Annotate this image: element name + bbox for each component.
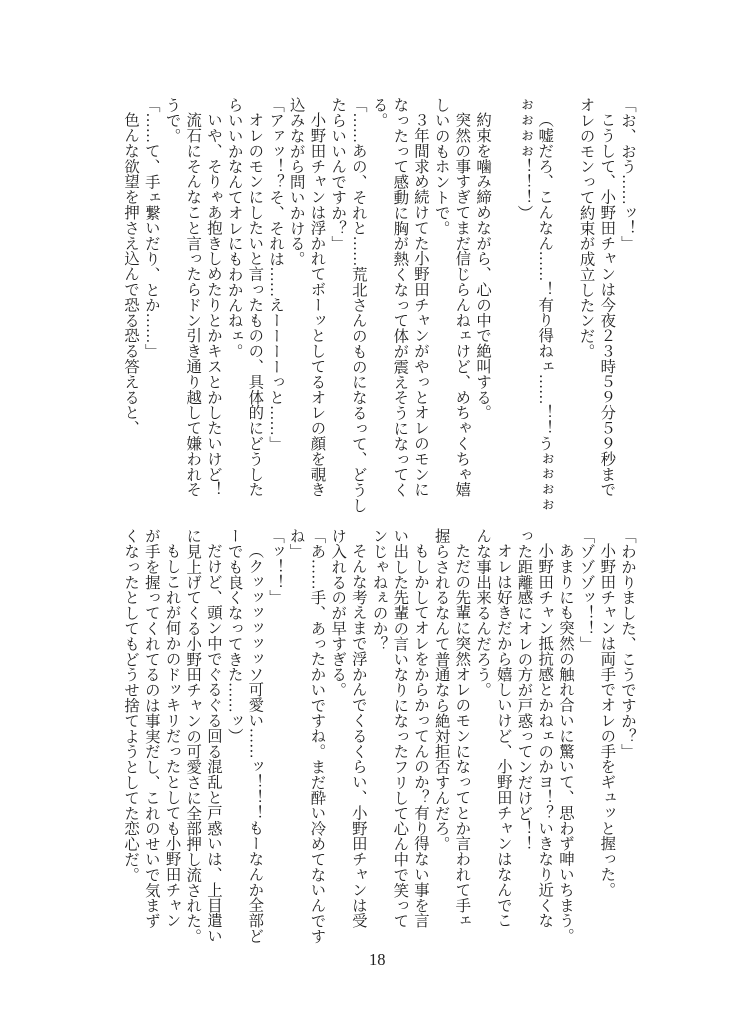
text-line: 「ッ！！」: [267, 528, 285, 605]
text-line: ただの先輩に突然オレのモンになってとか言われて手ェ: [453, 543, 471, 929]
bottom-text-block: [119, 528, 637, 960]
text-line: ーでも良くなってきた……ッ）: [225, 528, 243, 744]
text-line: 「アァッ！？そ、それは……えーーーーっと……」: [267, 97, 285, 452]
text-line: たらいいんですか？」: [329, 97, 347, 251]
text-line: 握らされるなんて普通なら絶対拒否すんだろ。: [432, 528, 450, 852]
text-line: 「……あの、それと……荒北さんのものになるって、どうし: [349, 97, 367, 513]
text-line: こうして、小野田チャンは今夜２３時５９分５９秒まで: [598, 112, 616, 498]
text-line: 小野田チャンは浮かれてボーッとしてるオレの顔を覗き: [308, 112, 326, 498]
text-line: あまりにも突然の触れ合いに驚いて、思わず呻いちまう。: [556, 543, 574, 944]
blank-line: [492, 97, 513, 517]
text-line: そんな考えまで浮かんでくるくらい、小野田チャンは受: [349, 543, 367, 929]
text-line: 「あ……手、あったかいですね。まだ酔い冷めてないんです: [308, 528, 326, 944]
text-line: る。: [370, 97, 388, 128]
text-line: うで。: [163, 97, 181, 144]
text-line: 込みながら問いかける。: [287, 97, 305, 267]
blank-line: [554, 97, 575, 517]
text-line: 小野田チャン抵抗感とかねェのかヨ！？いきなり近くな: [536, 543, 554, 929]
text-line: った距離感にオレの方が戸惑ってンだけど！！: [515, 528, 533, 852]
text-line: ね」: [287, 528, 305, 559]
text-line: ３年間求め続けてた小野田チャンがやっとオレのモンに: [411, 112, 429, 498]
text-line: だけど、頭ン中でぐるぐる回る混乱と戸惑いは、上目遣い: [204, 543, 222, 944]
text-line: 「ゾゾゾッ！！」: [577, 528, 595, 652]
text-line: くなったとしてもどうせ捨てようとしてた恋心だ。: [122, 528, 140, 883]
text-line: が手を握ってくれてるのは事実だし、これのせいで気まず: [142, 528, 160, 929]
text-line: い出した先輩の言いなりになったフリして心ん中で笑って: [391, 528, 409, 929]
text-line: 「お、おう……ッ！」: [619, 97, 636, 251]
text-line: 「……て、手ェ繋いだり、とか……」: [142, 97, 160, 359]
text-line: 色んな欲望を押さえ込んで恐る恐る答えると、: [122, 112, 140, 436]
text-line: 突然の事すぎてまだ信じらんねェけど、めちゃくちゃ嬉: [453, 112, 471, 498]
text-line: 「わかりました、こうですか？」: [619, 528, 636, 759]
text-line: ンじゃねぇのか？: [370, 528, 388, 652]
text-line: オレのモンって約束が成立したンだ。: [577, 97, 595, 359]
top-text-block: [119, 97, 637, 517]
text-line: 小野田チャンは両手でオレの手をギュッと握った。: [598, 543, 616, 898]
text-line: け入れるのが早すぎる。: [329, 528, 347, 698]
text-line: 流石にそんなこと言ったらドン引き通り越して嫌われそ: [184, 112, 202, 498]
text-line: しいのもホントで。: [432, 97, 450, 236]
text-line: らいいかなんてオレにもわかんねェ。: [225, 97, 243, 359]
text-line: 約束を噛み締めながら、心の中で絶叫する。: [474, 112, 492, 421]
page-number: 18: [369, 950, 386, 969]
text-line: もしかしてオレをからかってんのか？有り得ない事を言: [411, 543, 429, 929]
text-line: に見上げてくる小野田チャンの可愛さに全部押し流された。: [184, 528, 202, 944]
text-line: いや、そりゃあ抱きしめたりとかキスとかしたいけど！: [204, 112, 222, 498]
text-line: オレは好きだから嬉しいけど、小野田チャンはなんでこ: [494, 543, 512, 929]
text-line: もしこれが何かのドッキリだったとしても小野田チャン: [163, 543, 181, 929]
text-line: なったって感動に胸が熱くなって体が震えそうになってく: [391, 97, 409, 498]
text-line: （クッッッッッッソ可愛い……ッ！！！もーなんか全部ど: [246, 543, 264, 944]
text-line: オレのモンにしたいと言ったものの、具体的にどうした: [246, 112, 264, 498]
text-line: ぉぉぉぉ！！！）: [515, 97, 533, 221]
text-line: んな事出来るんだろう。: [474, 528, 492, 698]
text-line: （嘘だろ、こんなん……！有り得ねェ……！！うぉぉぉぉ: [536, 112, 554, 513]
